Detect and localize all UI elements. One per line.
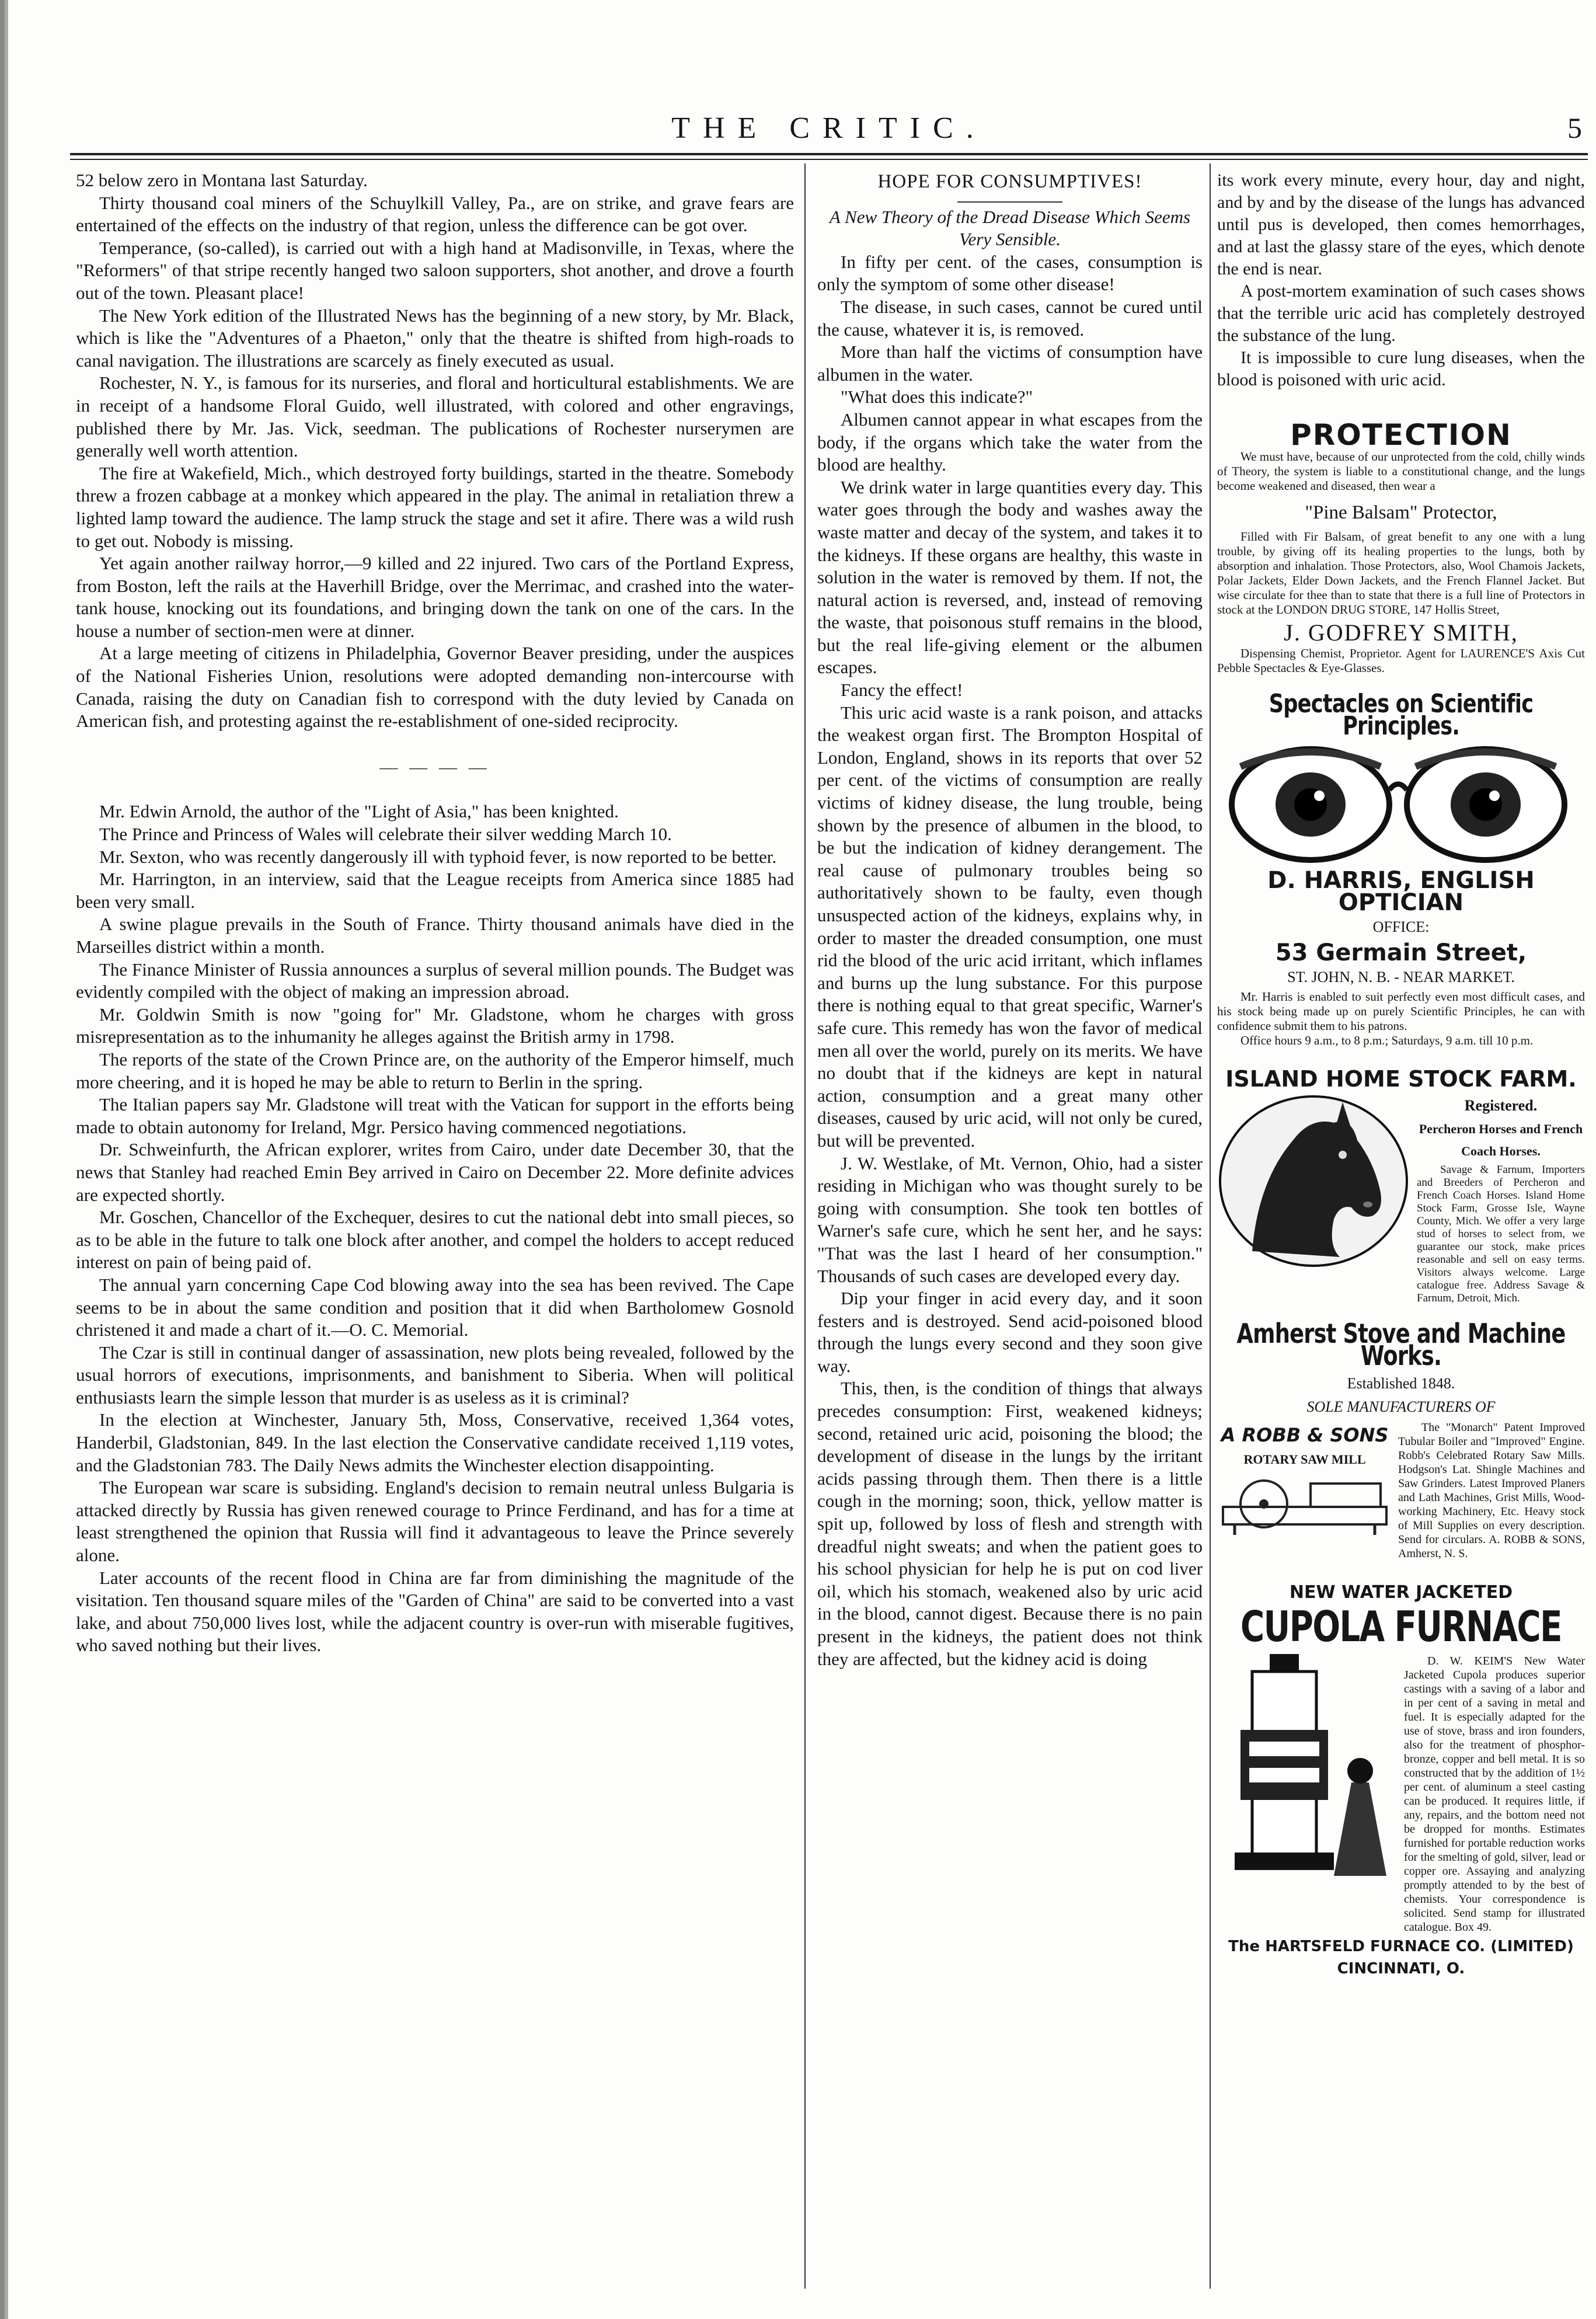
horse-head-icon [1217,1094,1410,1269]
furnace-tagline: NEW WATER JACKETED [1289,1582,1513,1603]
article-paragraph: In fifty per cent. of the cases, consumption is only the symptom of some other disease! [817,251,1203,295]
article-continuation: A post-mortem examination of such cases shows that the terrible uric acid has completely destroyed the substance of the lung. [1217,281,1585,345]
farm-text [1417,1094,1585,1305]
article-paragraph: More than half the victims of consumption have albumen in the water. [817,342,1203,385]
ad-optician [1217,689,1585,1048]
news-paragraph: The Prince and Princess of Wales will celebrate their silver wedding March 10. [99,824,672,845]
ad-amherst [1217,1318,1585,1561]
article-paragraph: The disease, in such cases, cannot be cured until the cause, whatever it is, is removed. [817,296,1203,340]
news-paragraph: The fire at Wakefield, Mich., which destroyed forty buildings, started in the theatre. Somebody threw a frozen cabbage at a monkey which appeared in the play. The animal in retaliation threw a lighted lamp toward the audience. The lamp struck the stage and set it afire. There was a wild rush to get out. Nobody is missing. [76,462,794,551]
amherst-heading: Amherst Stove and Machine Works. [1236,1318,1566,1371]
farm-heading: ISLAND HOME STOCK FARM. [1225,1066,1577,1092]
news-paragraph: 52 below zero in Montana last Saturday. [76,170,368,190]
news-paragraph: Later accounts of the recent flood in China are far from diminishing the magnitude of the visitation. Ten thousand square miles of the "Garden of China" are said to be converted into a vast lake, and about 750,000 lives lost, while the adjacent country is over-run with miserable fugitives, who saved nothing but their lives. [76,1567,794,1656]
news-paragraph: Mr. Harrington, in an interview, said that the League receipts from America since 1885 had been very small. [76,869,794,912]
news-paragraph: Mr. Edwin Arnold, the author of the "Light of Asia," has been knighted. [99,801,619,822]
saw-mill-icon [1217,1472,1392,1536]
news-paragraph: The annual yarn concerning Cape Cod blowing away into the sea has been revived. The Cape seems to be in about the same condition and position that it did when Bartholomew Gosnold christened it and made a chart of it.—O. C. Memorial. [76,1274,794,1340]
ad-protection [1217,418,1585,675]
news-paragraph: At a large meeting of citizens in Philadelphia, Governor Beaver presiding, under the auspices of the National Fisheries Union, resolutions were adopted demanding non-intercourse with Canada, raising the duty on Canadian fish to correspond with the duty levied by Canada on American fish, and protesting against the re-establishment of one-sided reciprocity. [76,643,794,732]
ad-name: J. GODFREY SMITH, [1284,619,1518,646]
news-paragraph: The New York edition of the Illustrated News has the beginning of a new story, by Mr. Black, which is like the "Adventures of a Phaeton," only that the theatre is shifted from high-roads to canal navigation. The illustrations are scarcely as finely executed as usual. [76,305,794,371]
scan-edge [0,0,20,2319]
article-continuation: It is impossible to cure lung diseases, when the blood is poisoned with uric acid. [1217,348,1585,389]
furnace-title: CUPOLA FURNACE [1240,1602,1562,1651]
optician-body: Mr. Harris is enabled to suit perfectly even most difficult cases, and his stock being made up on purely Scientific Principles, he can with confidence submit them to his patrons. [1217,990,1585,1033]
article-paragraph: Fancy the effect! [841,680,963,701]
farm-registered: Registered. [1464,1097,1538,1114]
news-paragraph: Thirty thousand coal miners of the Schuylkill Valley, Pa., are on strike, and grave fears are entertained of the effects on the industry of that region, unless the difference can be got over. [76,192,794,236]
optician-city: ST. JOHN, N. B. - NEAR MARKET. [1287,969,1515,986]
article-paragraph: J. W. Westlake, of Mt. Vernon, Ohio, had a sister residing in Michigan who was thought surely to be going with consumption. She took ten bottles of Warner's safe cure, which he sent her, and he says: "That was the last I heard of her consumption." Thousands of such cases are developed every day. [817,1152,1203,1286]
amherst-box [1217,1420,1585,1561]
page-header [70,111,1588,152]
ad-body: We must have, because of our unprotected from the cold, chilly winds of Theory, the system is liable to a constitutional change, and the lungs become weakened and diseased, then wear a [1217,450,1585,493]
optician-address: 53 Germain Street, [1275,939,1527,966]
ad-details: Filled with Fir Balsam, of great benefit to any one with a lung trouble, by giving off its healing properties to the lungs, both by absorption and inhalation. Those Protectors, also, Wool Chamois Jackets, Polar Jackets, Elder Down Jackets, and the French Flannel Jacket. But wise circulate for thee than to state that there is a full line of Protectors in stock at the LONDON DRUG STORE, 147 Hollis Street, [1217,530,1585,617]
column-divider [1210,163,1211,2289]
amherst-brand: A ROBB & SONS [1221,1424,1389,1446]
furnace-body: D. W. KEIM'S New Water Jacketed Cupola produces superior castings with a saving of a labor and in per cent of a saving in metal and fuel. It is especially adapted for the use of stove, brass and iron founders, also for the treatment of phosphor-bronze, copper and bell metal. It is so constructed that by the addition of 1½ per cent. of aluminum a steel casting can be produced. It requires little, if any, repairs, and the bottom need not be dropped for months. Estimates furnished for portable reduction works for the smelting of gold, silver, lead or copper ore. Assaying and analyzing promptly attended to by the best of chemists. Your correspondence is solicited. Send stamp for illustrated catalogue. Box 49. [1404,1655,1585,1934]
spectacles-icon [1217,743,1579,866]
header-rule-thin [70,159,1588,160]
section-separator: — — — — [379,756,490,777]
article-continuation: its work every minute, every hour, day and night, and by and by the disease of the lungs has advanced until pus is developed, then comes hemorrhages, and at last the glassy stare of the eyes, which denote the end is near. [1217,170,1585,278]
amherst-sole: SOLE MANUFACTURERS OF [1306,1398,1496,1415]
article-column-consumptives [817,169,1203,1670]
news-paragraph: Mr. Goschen, Chancellor of the Exchequer, desires to cut the national debt into small pieces, so as to be able in the future to talk one block after another, and compel the holders to accept reduced interest on pain of being paid of. [76,1207,794,1273]
optician-hours: Office hours 9 a.m., to 8 p.m.; Saturdays, 9 a.m. till 10 p.m. [1240,1033,1534,1047]
optician-office: OFFICE: [1372,918,1430,935]
farm-subheading: Percheron Horses and French Coach Horses. [1419,1122,1583,1158]
article-paragraph: This uric acid waste is a rank poison, and attacks the weakest organ first. The Brompton Hospital of London, England, shows in its reports that over 52 per cent. of the victims of consumption are really victims of kidney disease, the lung trouble, being shown by the presence of albumen in the blood, to be but the indication of kidney derangement. The real cause of pulmonary troubles being so authoritatively shown to be faulty, even though unsuspected action of the kidneys, explains why, in order to master the dreaded consumption, one must rid the blood of the uric acid irritant, which inflames and burns up the lung substance. For this purpose there is nothing equal to that great specific, Warner's safe cure. This remedy has won the favor of medical men all over the world, purely on its merits. We have no doubt that if the kidneys are kept in natural action, consumption and a great many other diseases, caused by uric acid, will not only be cured, but will be prevented. [817,702,1203,1151]
article-paragraph: "What does this indicate?" [841,387,1033,408]
news-paragraph: The Finance Minister of Russia announces a surplus of several million pounds. The Budget was evidently compiled with the object of making an impression abroad. [76,959,794,1002]
news-paragraph: The Czar is still in continual danger of assassination, new plots being revealed, followed by the usual horrors of executions, imprisonments, and banishment to Siberia. When will political enthusiasts learn the simple lesson that murder is as useless as it is criminal? [76,1342,794,1408]
news-paragraph: Yet again another railway horror,—9 killed and 22 injured. Two cars of the Portland Express, from Boston, left the rails at the Haverhill Bridge, over the Merrimac, and crashed into the water-tank house, knocking out its foundations, and bringing down the tank on one of the cars. In the house a number of section-men were at dinner. [76,553,794,641]
ad-footer: Dispensing Chemist, Proprietor. Agent for LAURENCE'S Axis Cut Pebble Spectacles & Eye-Glasses. [1217,646,1585,675]
news-paragraph: Rochester, N. Y., is famous for its nurseries, and floral and horticultural establishments. We are in receipt of a handsome Floral Guido, well illustrated, with colored and other engravings, published there by Mr. Jas. Vick, seedman. The publications of Rochester nurserymen are generally well worth attention. [76,372,794,461]
news-paragraph: Temperance, (so-called), is carried out with a high hand at Madisonville, in Texas, where the "Reformers" of that stripe recently hanged two saloon supporters, shot another, and drove a fourth out of the town. Pleasant place! [76,237,794,303]
furnace-footer: The HARTSFELD FURNACE CO. (LIMITED) CINCINNATI, O. [1228,1938,1574,1977]
news-paragraph: The European war scare is subsiding. England's decision to remain neutral unless Bulgaria is attacked directly by Russia has given renewed courage to Prince Ferdinand, and has for a time at least strengthened the opinion that Russia will find it advantageous to leave the Prince severely alone. [76,1477,794,1566]
amherst-logo [1217,1420,1392,1561]
ad-heading: PROTECTION [1290,418,1512,452]
heading-rule [957,201,1062,203]
masthead: THE CRITIC. [671,112,987,145]
news-paragraph: Dr. Schweinfurth, the African explorer, writes from Cairo, under date December 30, that the news that Stanley had reached Emin Bey arrived in Cairo on December 22. More definite advices are expected shortly. [76,1139,794,1205]
header-rule [70,153,1588,155]
article-paragraph: This, then, is the condition of things that always precedes consumption: First, weakened kidneys; second, retained uric acid, poisoning the blood; the development of disease in the lungs by the irritant acids passing through them. Then there is a little cough in the morning; soon, thick, yellow matter is spit up, followed by loss of flesh and strength with dreadful night sweats; and when the patient goes to his school physician for help he is put on cod liver oil, which his stomach, weakened also by uric acid in the blood, cannot digest. Because there is no pain present in the kidneys, the patient does not think they are affected, but the kidney acid is doing [817,1378,1203,1669]
amherst-brand-sub: ROTARY SAW MILL [1243,1452,1366,1467]
ad-heading: Spectacles on Scientific Principles. [1269,689,1534,741]
news-column-left [76,169,794,1657]
farm-box [1217,1094,1585,1305]
farm-body: Savage & Farnum, Importers and Breeders of Percheron and French Coach Horses. Island Home Stock Farm, Grosse Isle, Wayne County, Mich. We offer a very large stud of horses to select from, we guarantee our stock, make prices reasonable and sell on easy terms. Visitors always welcome. Large catalogue free. Address Savage & Farnum, Detroit, Mich. [1417,1164,1585,1304]
article-subheading: A New Theory of the Dread Disease Which Seems Very Sensible. [829,206,1191,250]
article-paragraph: Albumen cannot appear in what escapes from the body, if the organs which take the water from the blood are healthy. [817,409,1203,475]
news-paragraph: Mr. Sexton, who was recently dangerously ill with typhoid fever, is now reported to be better. [99,846,777,867]
furnace-illustration [1217,1654,1398,1876]
article-paragraph: We drink water in large quantities every day. This water goes through the body and washes away the waste matter and decay of the system, and takes it to the kidneys. If these organs are healthy, this waste in solution in the water is removed by them. If not, the natural action is reversed, and, instead of removing the waste, that poisonous stuff remains in the blood, but the real life-giving element or the albumen escapes. [817,476,1203,678]
news-paragraph: The Italian papers say Mr. Gladstone will treat with the Vatican for support in the efforts being made to obtain autonomy for Ireland, Mgr. Persico having commenced negotiations. [76,1094,794,1137]
news-paragraph: In the election at Winchester, January 5th, Moss, Conservative, received 1,364 votes, Handerbil, Gladstonian, 849. In the last election the Conservative candidate received 1,119 votes, and the Gladstonian 783. The Daily News admits the Winchester election disappointing. [76,1409,794,1475]
column-divider [804,163,806,2289]
furnace-box [1217,1654,1585,1934]
news-paragraph: A swine plague prevails in the South of France. Thirty thousand animals have died in the Marseilles district within a month. [76,914,794,957]
ads-column [1217,169,1585,1980]
ad-product: "Pine Balsam" Protector, [1305,502,1497,523]
article-paragraph: Dip your finger in acid every day, and it soon festers and is destroyed. Send acid-poisoned blood through the lungs every second and they soon give way. [817,1288,1203,1376]
ad-stock-farm [1217,1068,1585,1305]
optician-name: D. HARRIS, ENGLISH OPTICIAN [1267,867,1535,916]
page-number: 5 [1567,112,1582,144]
amherst-body: The "Monarch" Patent Improved Tubular Boiler and "Improved" Engine. Robb's Celebrated Rotary Saw Mills. Hodgson's Lat. Shingle Machines and Saw Grinders. Latest Improved Planers and Lath Machines, Grist Mills, Wood-working Machinery, Etc. Heavy stock of Mill Supplies on every description. Send for circulars. A. ROBB & SONS, Amherst, N. S. [1398,1421,1585,1560]
article-heading: HOPE FOR CONSUMPTIVES! [877,171,1142,192]
ad-furnace [1217,1582,1585,1980]
news-paragraph: The reports of the state of the Crown Prince are, on the authority of the Emperor himself, much more cheering, and it is hoped he may be able to return to Berlin in the spring. [76,1049,794,1092]
news-paragraph: Mr. Goldwin Smith is now "going for" Mr. Gladstone, whom he charges with gross misrepresentation as to the inhumanity he alleges against the British army in 1798. [76,1004,794,1047]
amherst-established: Established 1848. [1347,1375,1455,1392]
